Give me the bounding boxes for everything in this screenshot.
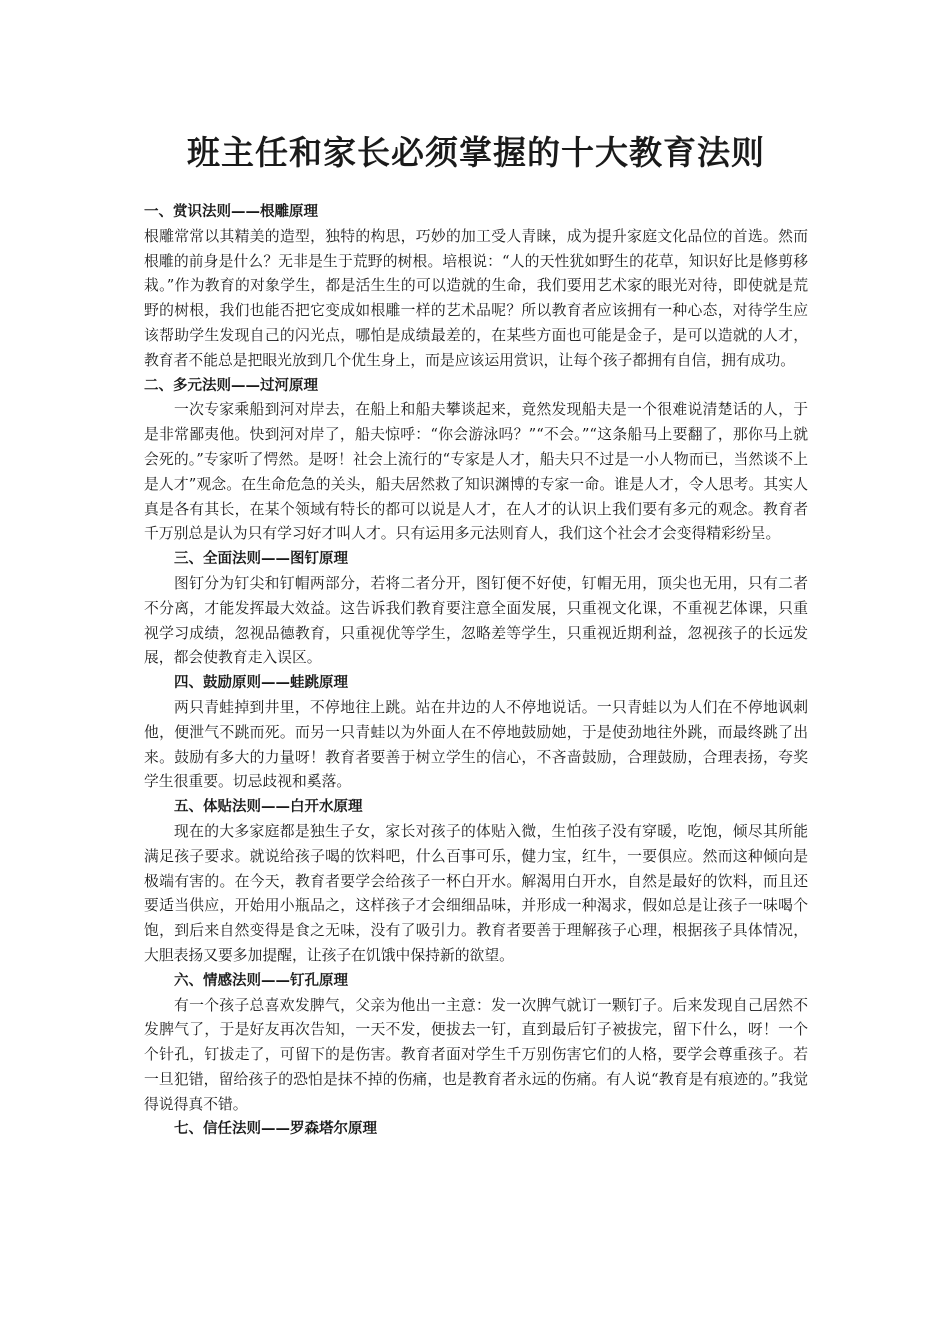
section-paragraph: 根雕常常以其精美的造型，独特的构思，巧妙的加工受人青睐，成为提升家庭文化品位的首选。然而根雕的前身是什么？无非是生于荒野的树根。培根说：“人的天性犹如野生的花草，知识好比是修剪移栽。”作为教育的对象学生，都是活生生的可以造就的生命，我们要用艺术家的眼光对待，即使就是荒野的树根，我们也能否把它变成如根雕一样的艺术品呢？所以教育者应该拥有一种心态，对待学生应该帮助学生发现自己的闪光点，哪怕是成绩最差的，在某些方面也可能是金子，是可以造就的人才，教育者不能总是把眼光放到几个优生身上，而是应该运用赏识，让每个孩子都拥有自信，拥有成功。 bbox=[144, 227, 808, 369]
section-7 bbox=[144, 1117, 808, 1142]
section-heading: 二、多元法则——过河原理 bbox=[144, 377, 318, 394]
section-paragraph: 两只青蛙掉到井里，不停地往上跳。站在井边的人不停地说话。一只青蛙以为人们在不停地讽刺他，便泄气不跳而死。而另一只青蛙以为外面人在不停地鼓励她，于是使劲地往外跳，而最终跳了出来。鼓励有多大的力量呀！教育者要善于树立学生的信心，不吝啬鼓励，合理鼓励，合理表扬，夸奖学生很重要。切忌歧视和奚落。 bbox=[144, 698, 808, 791]
section-2 bbox=[144, 374, 808, 548]
section-heading: 一、赏识法则——根雕原理 bbox=[144, 204, 318, 220]
section-3 bbox=[144, 547, 808, 671]
section-6 bbox=[144, 969, 808, 1118]
section-heading: 五、体贴法则——白开水原理 bbox=[174, 799, 363, 816]
section-5 bbox=[144, 795, 808, 969]
section-1 bbox=[144, 200, 808, 374]
section-heading: 三、全面法则——图钉原理 bbox=[174, 551, 348, 568]
document-body bbox=[144, 200, 808, 1142]
section-paragraph: 现在的大多家庭都是独生子女，家长对孩子的体贴入微，生怕孩子没有穿暖，吃饱，倾尽其所能满足孩子要求。就说给孩子喝的饮料吧，什么百事可乐，健力宝，红牛，一要俱应。然而这种倾向是极端有害的。在今天，教育者要学会给孩子一杯白开水。解渴用白开水，自然是最好的饮料，而且还要适当供应，开始用小瓶品之，这样孩子才会细细品味，并形成一种渴求，假如总是让孩子一味喝个饱，到后来自然变得是食之无味，没有了吸引力。教育者要善于理解孩子心理，根据孩子具体情况，大胆表扬又要多加提醒，让孩子在饥饿中保持新的欲望。 bbox=[144, 822, 808, 964]
section-4 bbox=[144, 671, 808, 795]
section-heading: 四、鼓励原则——蛙跳原理 bbox=[174, 675, 348, 692]
section-paragraph: 一次专家乘船到河对岸去，在船上和船夫攀谈起来，竟然发现船夫是一个很难说清楚话的人，于是非常鄙夷他。快到河对岸了，船夫惊呼：“你会游泳吗？”“不会。”“这条船马上要翻了，那你马上就会死的。”专家听了愕然。是呀！社会上流行的“专家是人才，船夫只不过是一小人物而已，当然谈不上是人才”观念。在生命危急的关头，船夫居然救了知识渊博的专家一命。谁是人才，令人思考。其实人真是各有其长，在某个领域有特长的都可以说是人才，在人才的认识上我们要有多元的观念。教育者千万别总是认为只有学习好才叫人才。只有运用多元法则育人，我们这个社会才会变得精彩纷呈。 bbox=[144, 401, 808, 543]
document-page bbox=[144, 0, 808, 1142]
section-heading: 七、信任法则——罗森塔尔原理 bbox=[174, 1121, 377, 1138]
section-heading: 六、情感法则——钉孔原理 bbox=[174, 972, 348, 989]
document-title: 班主任和家长必须掌握的十大教育法则 bbox=[187, 133, 765, 172]
section-paragraph: 图钉分为钉尖和钉帽两部分，若将二者分开，图钉便不好使，钉帽无用，顶尖也无用，只有二者不分离，才能发挥最大效益。这告诉我们教育要注意全面发展，只重视文化课，不重视艺体课，只重视学习成绩，忽视品德教育，只重视优等学生，忽略差等学生，只重视近期利益，忽视孩子的长远发展，都会使教育走入误区。 bbox=[144, 574, 808, 667]
section-paragraph: 有一个孩子总喜欢发脾气，父亲为他出一主意：发一次脾气就订一颗钉子。后来发现自己居然不发脾气了，于是好友再次告知，一天不发，便拔去一钉，直到最后钉子被拔完，留下什么，呀！一个个针孔，钉拔走了，可留下的是伤害。教育者面对学生千万别伤害它们的人格，要学会尊重孩子。若一旦犯错，留给孩子的恐怕是抹不掉的伤痛，也是教育者永远的伤痛。有人说“教育是有痕迹的。”我觉得说得真不错。 bbox=[144, 996, 808, 1113]
